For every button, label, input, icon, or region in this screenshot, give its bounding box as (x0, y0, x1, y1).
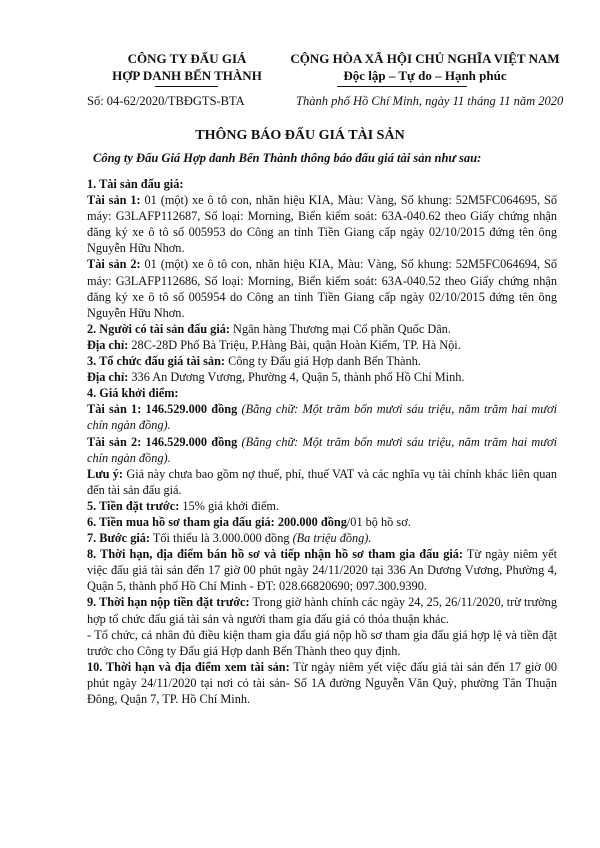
section-10-heading: 10. Thời hạn và địa điểm xem tài sản: (87, 659, 290, 674)
asset-1-text: 01 (một) xe ô tô con, nhãn hiệu KIA, Màu: Vàng, Số khung: 52M5FC064695, Số máy: G3LAFP112687, Số loại: Morning, Biển kiểm soát: 63A-040.62 theo Giấy chứng nhận đăng ký xe ô tô số 005953 do Công an tỉnh Tiền Giang cấp ngày 02/10/2015 đứng tên ông Nguyễn Hữu Nhơn. (87, 193, 557, 256)
section-9-paragraph-2: - Tổ chức, cá nhân đủ điều kiện tham gia đấu giá nộp hồ sơ tham gia đấu giá hợp lệ và tiền đặt trước cho Công ty Đấu giá Hợp danh Bến Thành theo quy định. (87, 627, 557, 658)
address-label: Địa chỉ: (87, 337, 129, 352)
asset-2-label: Tài sản 2: (87, 257, 141, 272)
section-7-heading: 7. Bước giá: (87, 531, 151, 546)
section-6-text: /01 bộ hồ sơ. (346, 514, 411, 529)
section-5-heading: 5. Tiền đặt trước: (87, 498, 180, 513)
asset-2-paragraph (87, 256, 557, 320)
section-3-text: Công ty Đấu giá Hợp danh Bến Thành. (225, 354, 421, 369)
document-body (87, 176, 557, 707)
section-8-text: Từ ngày niêm yết việc đấu giá tài sản đến 17 giờ 00 phút ngày 24/11/2020 tại 336 An Dương Vương, Phường 4, Quận 5, thành phố Hồ Chí Minh - ĐT: 028.66820690; 097.300.9390. (87, 547, 557, 594)
organization-header (92, 50, 282, 84)
price-1-paragraph (87, 401, 557, 433)
document-title: THÔNG BÁO ĐẤU GIÁ TÀI SẢN (195, 128, 405, 143)
section-8-heading: 8. Thời hạn, địa điểm bán hồ sơ và tiếp nhận hồ sơ tham gia đấu giá: (87, 547, 464, 562)
nation-name: CỘNG HÒA XÃ HỘI CHỦ NGHĨA VIỆT NAM (290, 51, 560, 66)
section-9-paragraph (87, 594, 557, 626)
section-2-paragraph (87, 321, 557, 337)
section-3-paragraph (87, 353, 557, 369)
section-9-heading: 9. Thời hạn nộp tiền đặt trước: (87, 595, 250, 610)
section-2-text: Ngân hàng Thương mại Cổ phần Quốc Dân. (229, 321, 451, 336)
nation-motto: Độc lập – Tự do – Hạnh phúc (343, 68, 507, 83)
section-6-heading: 6. Tiền mua hồ sơ tham gia đấu giá: (87, 514, 275, 529)
price-2-label: Tài sản 2: 146.529.000 đồng (87, 434, 238, 449)
section-4-heading: 4. Giá khởi điểm: (87, 386, 179, 401)
section-8-paragraph (87, 546, 557, 594)
price-2-paragraph (87, 434, 557, 466)
address-label: Địa chỉ: (87, 370, 129, 385)
section-10-text: Từ ngày niêm yết việc đấu giá tài sản đến 17 giờ 00 phút ngày 24/11/2020 tại nơi có tài sản- Số 1A đường Nguyễn Văn Quỳ, phường Tân Thuận Đông, Quận 7, TP. Hồ Chí Minh. (87, 659, 557, 706)
section-9-text: Trong giờ hành chính các ngày 24, 25, 26/11/2020, trừ trường hợp tổ chức đấu giá tài sản và người tham gia đấu giá có thỏa thuận khác. (87, 595, 557, 626)
org-name-line2: HỢP DANH BẾN THÀNH (112, 68, 262, 83)
section-2-heading: 2. Người có tài sản đấu giá: (87, 321, 230, 336)
address-text: 336 An Dương Vương, Phường 4, Quận 5, thành phố Hồ Chí Minh. (128, 370, 465, 385)
section-5-text: 15% giá khởi điểm. (179, 498, 280, 513)
asset-1-paragraph (87, 192, 557, 256)
section-3-address (87, 369, 557, 385)
section-7-paragraph (87, 530, 557, 546)
section-5-paragraph (87, 498, 557, 514)
price-1-label: Tài sản 1: 146.529.000 đồng (87, 402, 238, 417)
address-text: 28C-28D Phố Bà Triệu, P.Hàng Bài, quận Hoàn Kiếm, TP. Hà Nội. (128, 337, 461, 352)
section-3-heading: 3. Tổ chức đấu giá tài sản: (87, 354, 225, 369)
intro-line: Công ty Đấu Giá Hợp danh Bến Thành thông báo đấu giá tài sản như sau: (93, 151, 482, 165)
asset-2-text: 01 (một) xe ô tô con, nhãn hiệu KIA, Màu: Vàng, Số khung: 52M5FC064694, Số máy: G3LAFP112686, Số loại: Morning, Biển kiểm soát: 63A-040.52 theo Giấy chứng nhận đăng ký xe ô tô số 005954 do Công an tỉnh Tiền Giang cấp ngày 02/10/2015 đứng tên ông Nguyễn Hữu Nhơn. (87, 257, 557, 320)
section-6-amount: 200.000 đồng (274, 514, 347, 529)
asset-1-label: Tài sản 1: (87, 193, 141, 208)
note-paragraph (87, 466, 557, 498)
section-7-words: (Ba triệu đồng). (289, 531, 372, 546)
section-2-address (87, 337, 557, 353)
note-text: Giá này chưa bao gồm nợ thuế, phí, thuế VAT và các nghĩa vụ tài chính khác liên quan đến tài sản đấu giá. (87, 466, 557, 497)
national-header (290, 50, 560, 84)
org-underline (155, 86, 218, 87)
section-1-heading: 1. Tài sản đấu giá: (87, 177, 184, 191)
org-name-line1: CÔNG TY ĐẤU GIÁ (127, 51, 247, 66)
section-6-paragraph (87, 514, 557, 530)
price-2-words: (Bằng chữ: Một trăm bốn mươi sáu triệu, năm trăm hai mươi chín ngàn đồng). (87, 434, 557, 465)
section-7-text: Tối thiểu là 3.000.000 đồng (150, 531, 290, 546)
note-label: Lưu ý: (87, 466, 124, 481)
motto-underline (337, 86, 467, 87)
place-date: Thành phố Hồ Chí Minh, ngày 11 tháng 11 năm 2020 (296, 94, 564, 108)
price-1-words: (Bằng chữ: Một trăm bốn mươi sáu triệu, năm trăm hai mươi chín ngàn đồng). (87, 402, 557, 433)
document-number: Số: 04-62/2020/TBĐGTS-BTA (87, 94, 245, 108)
section-10-paragraph (87, 659, 557, 707)
